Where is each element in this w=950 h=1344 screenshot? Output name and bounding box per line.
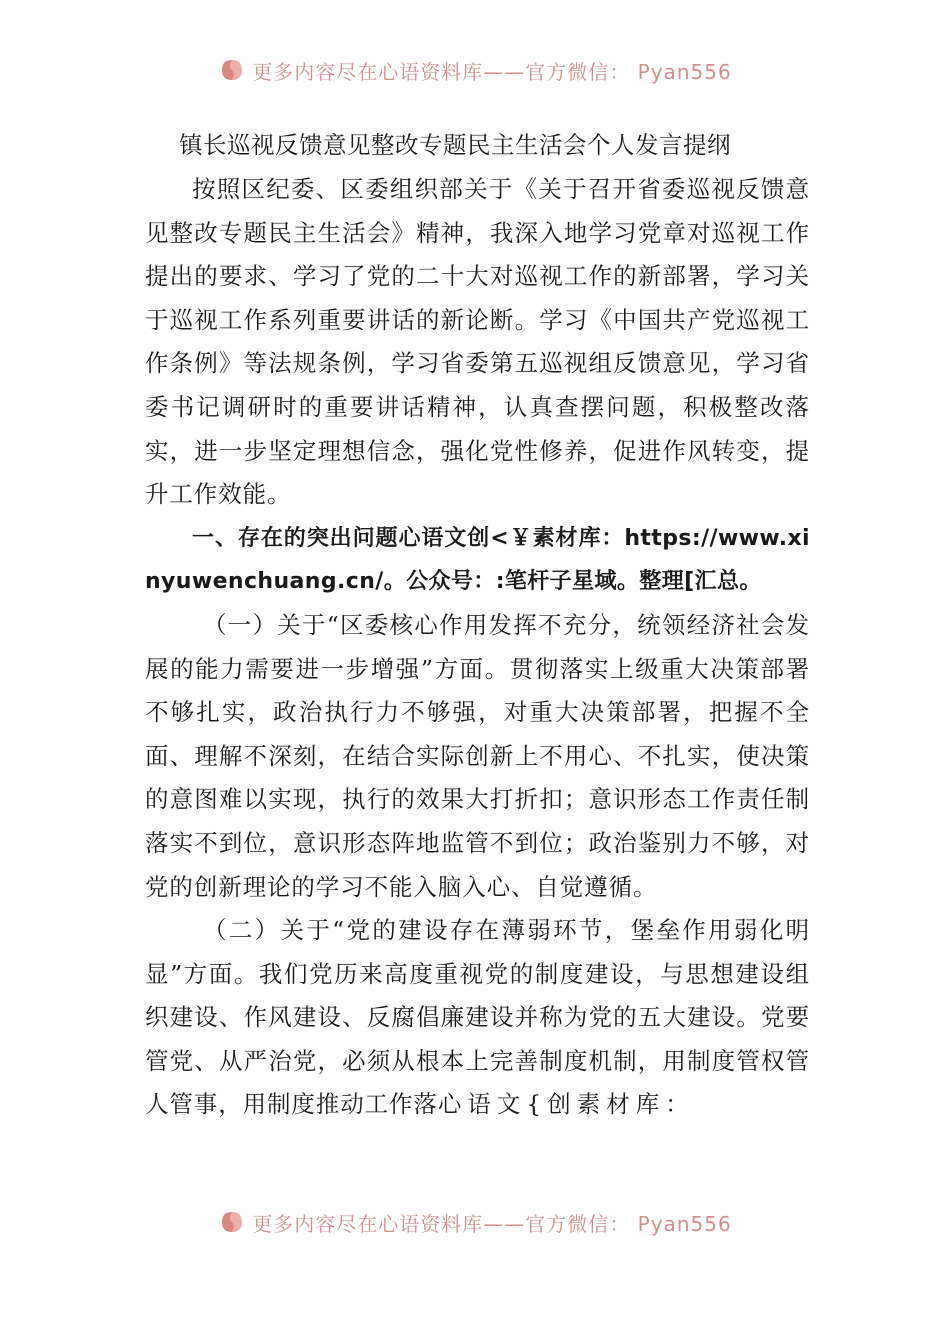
paragraph-1: （一）关于“区委核心作用发挥不充分，统领经济社会发展的能力需要进一步增强”方面。贯彻落实上级重大决策部署不够扎实，政治执行力不够强，对重大决策部署，把握不全面、理解不深刻，在结合实际创新上不用心、不扎实，使决策的意图难以实现，执行的效果大打折扣；意识形态工作责任制落实不到位，意识形态阵地监管不到位；政治鉴别力不够，对党的创新理论的学习不能入脑入心、自觉遵循。 [145,610,810,901]
intro-paragraph: 按照区纪委、区委组织部关于《关于召开省委巡视反馈意见整改专题民主生活会》精神，我深入地学习党章对巡视工作提出的要求、学习了党的二十大对巡视工作的新部署，学习关于巡视工作系列重要讲话的新论断。学习《中国共产党巡视工作条例》等法规条例，学习省委第五巡视组反馈意见，学习省委书记调研时的重要讲话精神，认真查摆问题，积极整改落实，进一步坚定理想信念，强化党性修养，促进作风转变，提升工作效能。 [145,175,810,509]
watermark-text: 更多内容尽在心语资料库——官方微信： Pyan556 [252,59,732,84]
section-heading: 一、存在的突出问题心语文创<￥素材库：https://www.xinyuwenchuang.cn/。公众号：:笔杆子星域。整理[汇总。 [145,525,810,595]
paragraph-2-text: （二）关于“党的建设存在薄弱环节，堡垒作用弱化明显”方面。我们党历来高度重视党的制度建设，与思想建设组织建设、作风建设、反腐倡廉建设并称为党的五大建设。党要管党、从严治党，必须从根本上完善制度机制，用制度管权管人管事，用制度推动工作落 [145,916,810,1119]
paragraph-2-tail: 心语文{创素材库： [437,1090,695,1119]
brand-logo-icon [218,1208,246,1236]
header-watermark [0,50,950,90]
watermark-text: 更多内容尽在心语资料库——官方微信： Pyan556 [252,1211,732,1236]
footer-watermark [0,1202,950,1242]
paragraph-2 [145,909,810,1127]
document-title: 镇长巡视反馈意见整改专题民主生活会个人发言提纲 [179,131,731,159]
document-body [145,122,810,1127]
brand-logo-icon [218,56,246,84]
